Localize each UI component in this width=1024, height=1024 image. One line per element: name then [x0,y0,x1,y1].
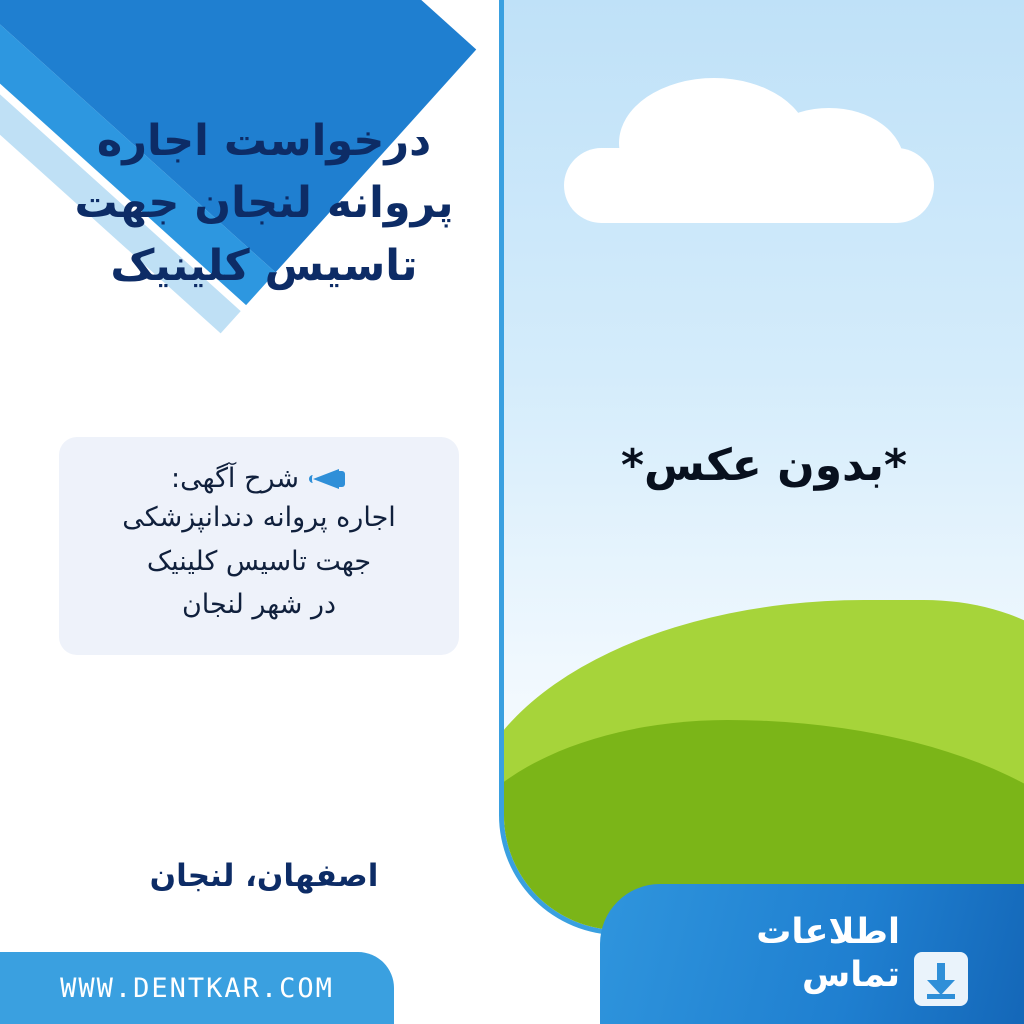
contact-line-2: تماس [801,955,900,995]
website-url-text: WWW.DENTKAR.COM [60,972,334,1004]
website-url-bar[interactable] [0,952,394,1024]
page-title: درخواست اجاره پروانه لنجان جهت تاسیس کلینیک [74,116,454,291]
megaphone-icon [309,466,347,492]
location-label: اصفهان، لنجان [149,858,379,894]
description-header [81,463,437,494]
contact-info-label [756,911,900,996]
contact-info-block[interactable] [600,884,1024,1024]
description-line: اجاره پروانه دندانپزشکی [122,502,396,533]
no-photo-placeholder: *بدون عکس* [620,439,908,491]
description-line: جهت تاسیس کلینیک [146,545,372,577]
contact-line-1: اطلاعات [756,912,900,953]
description-title: شرح آگهی: [171,463,299,494]
description-line: در شهر لنجان [181,589,337,621]
description-card [59,437,459,655]
download-arrow-icon [914,952,968,1006]
photo-panel [499,0,1024,935]
